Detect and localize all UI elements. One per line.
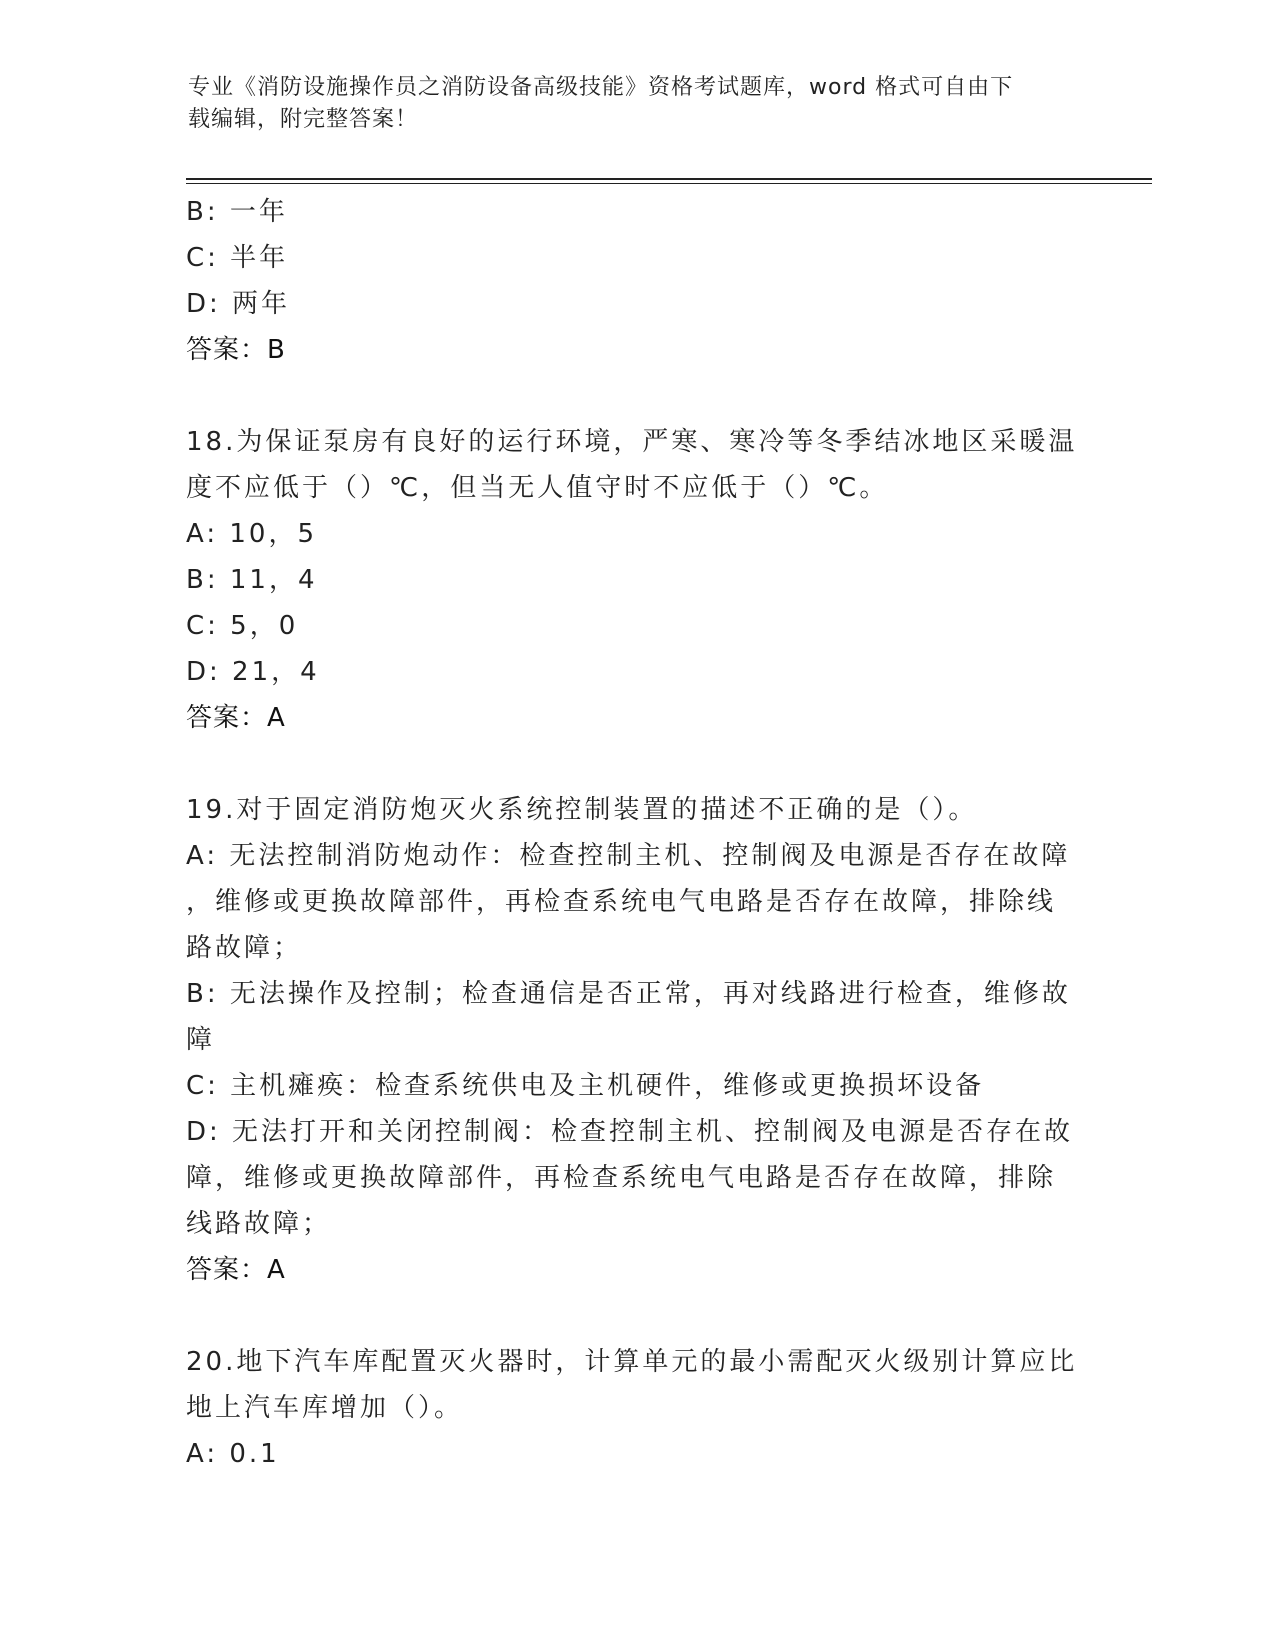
question-19	[186, 787, 1086, 1293]
spacer	[186, 741, 1086, 787]
answer: 答案：A	[186, 1255, 286, 1285]
option-d: D: 两年	[186, 289, 291, 319]
option-c: C: 5，0	[186, 611, 299, 641]
option-d: 障，维修或更换故障部件，再检查系统电气电路是否存在故障，排除	[186, 1163, 1057, 1193]
option-a: ，维修或更换故障部件，再检查系统电气电路是否存在故障，排除线	[186, 887, 1057, 917]
option-a: A: 无法控制消防炮动作：检查控制主机、控制阀及电源是否存在故障	[186, 841, 1071, 871]
spacer	[186, 373, 1086, 419]
option-d: 线路故障；	[186, 1209, 332, 1239]
question-stem: 地上汽车库增加（）。	[186, 1393, 464, 1423]
question-17-tail	[186, 189, 1086, 373]
question-stem: 18.为保证泵房有良好的运行环境，严寒、寒冷等冬季结冰地区采暖温	[186, 427, 1078, 457]
option-b: B: 11，4	[186, 565, 318, 595]
header-line: 专业《消防设施操作员之消防设备高级技能》资格考试题库，word 格式可自由下	[188, 75, 1014, 100]
question-20	[186, 1339, 1086, 1477]
option-b: B: 无法操作及控制；检查通信是否正常，再对线路进行检查，维修故	[186, 979, 1071, 1009]
option-c: C: 半年	[186, 243, 289, 273]
header-divider	[186, 178, 1152, 180]
question-stem: 度不应低于（）℃，但当无人值守时不应低于（）℃。	[186, 473, 889, 503]
spacer	[186, 1293, 1086, 1339]
header-divider	[186, 183, 1152, 184]
option-a: A: 0.1	[186, 1439, 280, 1469]
option-a: 路故障；	[186, 933, 303, 963]
question-stem: 20.地下汽车库配置灭火器时，计算单元的最小需配灭火级别计算应比	[186, 1347, 1078, 1377]
option-d: D: 21，4	[186, 657, 320, 687]
question-list	[186, 189, 1086, 1477]
header-line: 载编辑，附完整答案！	[188, 107, 419, 132]
option-d: D: 无法打开和关闭控制阀：检查控制主机、控制阀及电源是否存在故	[186, 1117, 1074, 1147]
answer: 答案：A	[186, 703, 286, 733]
option-b: B: 一年	[186, 197, 288, 227]
option-b: 障	[186, 1025, 216, 1055]
answer: 答案：B	[186, 335, 286, 365]
question-stem: 19.对于固定消防炮灭火系统控制装置的描述不正确的是（）。	[186, 795, 978, 825]
page-header	[188, 72, 1068, 136]
option-c: C: 主机瘫痪：检查系统供电及主机硬件，维修或更换损坏设备	[186, 1071, 985, 1101]
question-18	[186, 419, 1086, 741]
option-a: A: 10，5	[186, 519, 317, 549]
